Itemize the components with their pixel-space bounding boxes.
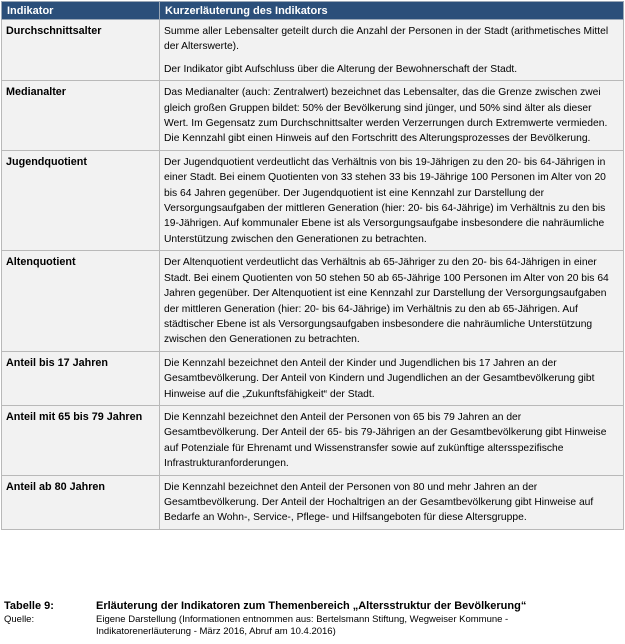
description-paragraph: Der Indikator gibt Aufschluss über die Alterung der Bewohnerschaft der Stadt.	[164, 63, 518, 75]
indicator-name: Anteil ab 80 Jahren	[2, 475, 160, 529]
indicator-description	[160, 475, 624, 529]
caption-title: Erläuterung der Indikatoren zum Themenbereich „Altersstruktur der Bevölkerung“	[96, 600, 527, 612]
column-header-indicator: Indikator	[2, 2, 160, 20]
table-row	[2, 150, 624, 250]
table-header-row	[2, 2, 624, 20]
indicator-name: Durchschnittsalter	[2, 20, 160, 81]
table-row	[2, 351, 624, 405]
indicator-name: Medianalter	[2, 81, 160, 151]
table-row	[2, 81, 624, 151]
caption-label: Tabelle 9:	[4, 600, 54, 612]
indicator-description	[160, 351, 624, 405]
indicator-name: Anteil mit 65 bis 79 Jahren	[2, 405, 160, 475]
description-paragraph: Die Kennzahl bezeichnet den Anteil der Personen von 65 bis 79 Jahren an der Gesamtbevölkerung. Der Anteil der 65- bis 79-Jährigen an der Gesamtbevölkerung gibt Hinweise auf Potenziale für Ehrenamt und Wissenstransfer sowie auf zukünftige altersspezifische Infrastrukturanforderungen.	[164, 411, 607, 470]
indicator-name: Jugendquotient	[2, 150, 160, 250]
indicator-name: Altenquotient	[2, 251, 160, 351]
source-label: Quelle:	[4, 614, 35, 625]
table-caption	[4, 600, 622, 638]
indicator-description	[160, 20, 624, 81]
table-row	[2, 475, 624, 529]
indicator-description	[160, 251, 624, 351]
column-header-description: Kurzerläuterung des Indikators	[160, 2, 624, 20]
description-paragraph: Summe aller Lebensalter geteilt durch die Anzahl der Personen in der Stadt (arithmetisches Mittel der Alterswerte).	[164, 26, 609, 53]
table-row	[2, 20, 624, 81]
source-text: Eigene Darstellung (Informationen entnommen aus: Bertelsmann Stiftung, Wegweiser Kommune - Indikatorenerläuterung - März 2016, Abruf am 10.4.2016)	[96, 614, 509, 637]
description-paragraph: Der Jugendquotient verdeutlicht das Verhältnis von bis 19-Jährigen zu den 20- bis 64-Jährigen in einer Stadt. Bei einem Quotienten von 33 stehen 33 bis 19-Jährige 100 Personen im Alter von 20 bis 64 Jahren gegenüber. Der Jugendquotient ist eine Kennzahl zur Darstellung der Versorgungsaufgaben der mittleren Generation (hier: 20- bis 64-Jährige) im Verhältnis zu den bis 19-Jährigen. Auf kommunaler Ebene ist als Versorgungsaufgabe insbesondere die nahräumliche Unterstützung zwischen den Generationen zu betrachten.	[164, 156, 606, 245]
indicator-description	[160, 405, 624, 475]
indicator-description	[160, 81, 624, 151]
indicator-table-container	[1, 1, 623, 530]
description-paragraph: Das Medianalter (auch: Zentralwert) bezeichnet das Lebensalter, das die Grenze zwischen zwei gleich großen Gruppen bildet: 50% der Bevölkerung sind jünger, und 50% sind älter als dieser Wert. Im Gegensatz zum Durchschnittsalter werden Verzerrungen durch Extremwerte vermieden. Die Kennzahl gibt einen Hinweis auf den Fortschritt des Alterungsprozesses der Bevölkerung.	[164, 87, 608, 145]
description-paragraph: Die Kennzahl bezeichnet den Anteil der Personen von 80 und mehr Jahren an der Gesamtbevölkerung. Der Anteil der Hochaltrigen an der Gesamtbevölkerung gibt Hinweise auf Bedarfe an Wohn-, Service-, Pflege- und Hilfsangeboten für diese Altersgruppe.	[164, 481, 594, 524]
indicator-table	[1, 1, 624, 530]
indicator-description	[160, 150, 624, 250]
table-row	[2, 251, 624, 351]
description-paragraph: Der Altenquotient verdeutlicht das Verhältnis ab 65-Jähriger zu den 20- bis 64-Jährigen in einer Stadt. Bei einem Quotienten von 50 stehen 50 ab 65-Jährige 100 Personen im Alter von 20 bis 64 Jahren gegenüber. Der Altenquotient ist eine Kennzahl zur Darstellung der Versorgungsaufgaben der mittleren Generation (hier: 20- bis 64-Jährige) im Verhältnis zu den ab 65-Jährigen. Auf städtischer Ebene ist als Versorgungsaufgaben insbesondere die nahräumliche Unterstützung zwischen den Generationen zu betrachten.	[164, 257, 609, 346]
description-paragraph: Die Kennzahl bezeichnet den Anteil der Kinder und Jugendlichen bis 17 Jahren an der Gesamtbevölkerung. Der Anteil von Kindern und Jugendlichen an der Gesamtbevölkerung gibt Hinweise auf die „Zukunftsfähigkeit“ der Stadt.	[164, 357, 595, 400]
table-row	[2, 405, 624, 475]
indicator-name: Anteil bis 17 Jahren	[2, 351, 160, 405]
